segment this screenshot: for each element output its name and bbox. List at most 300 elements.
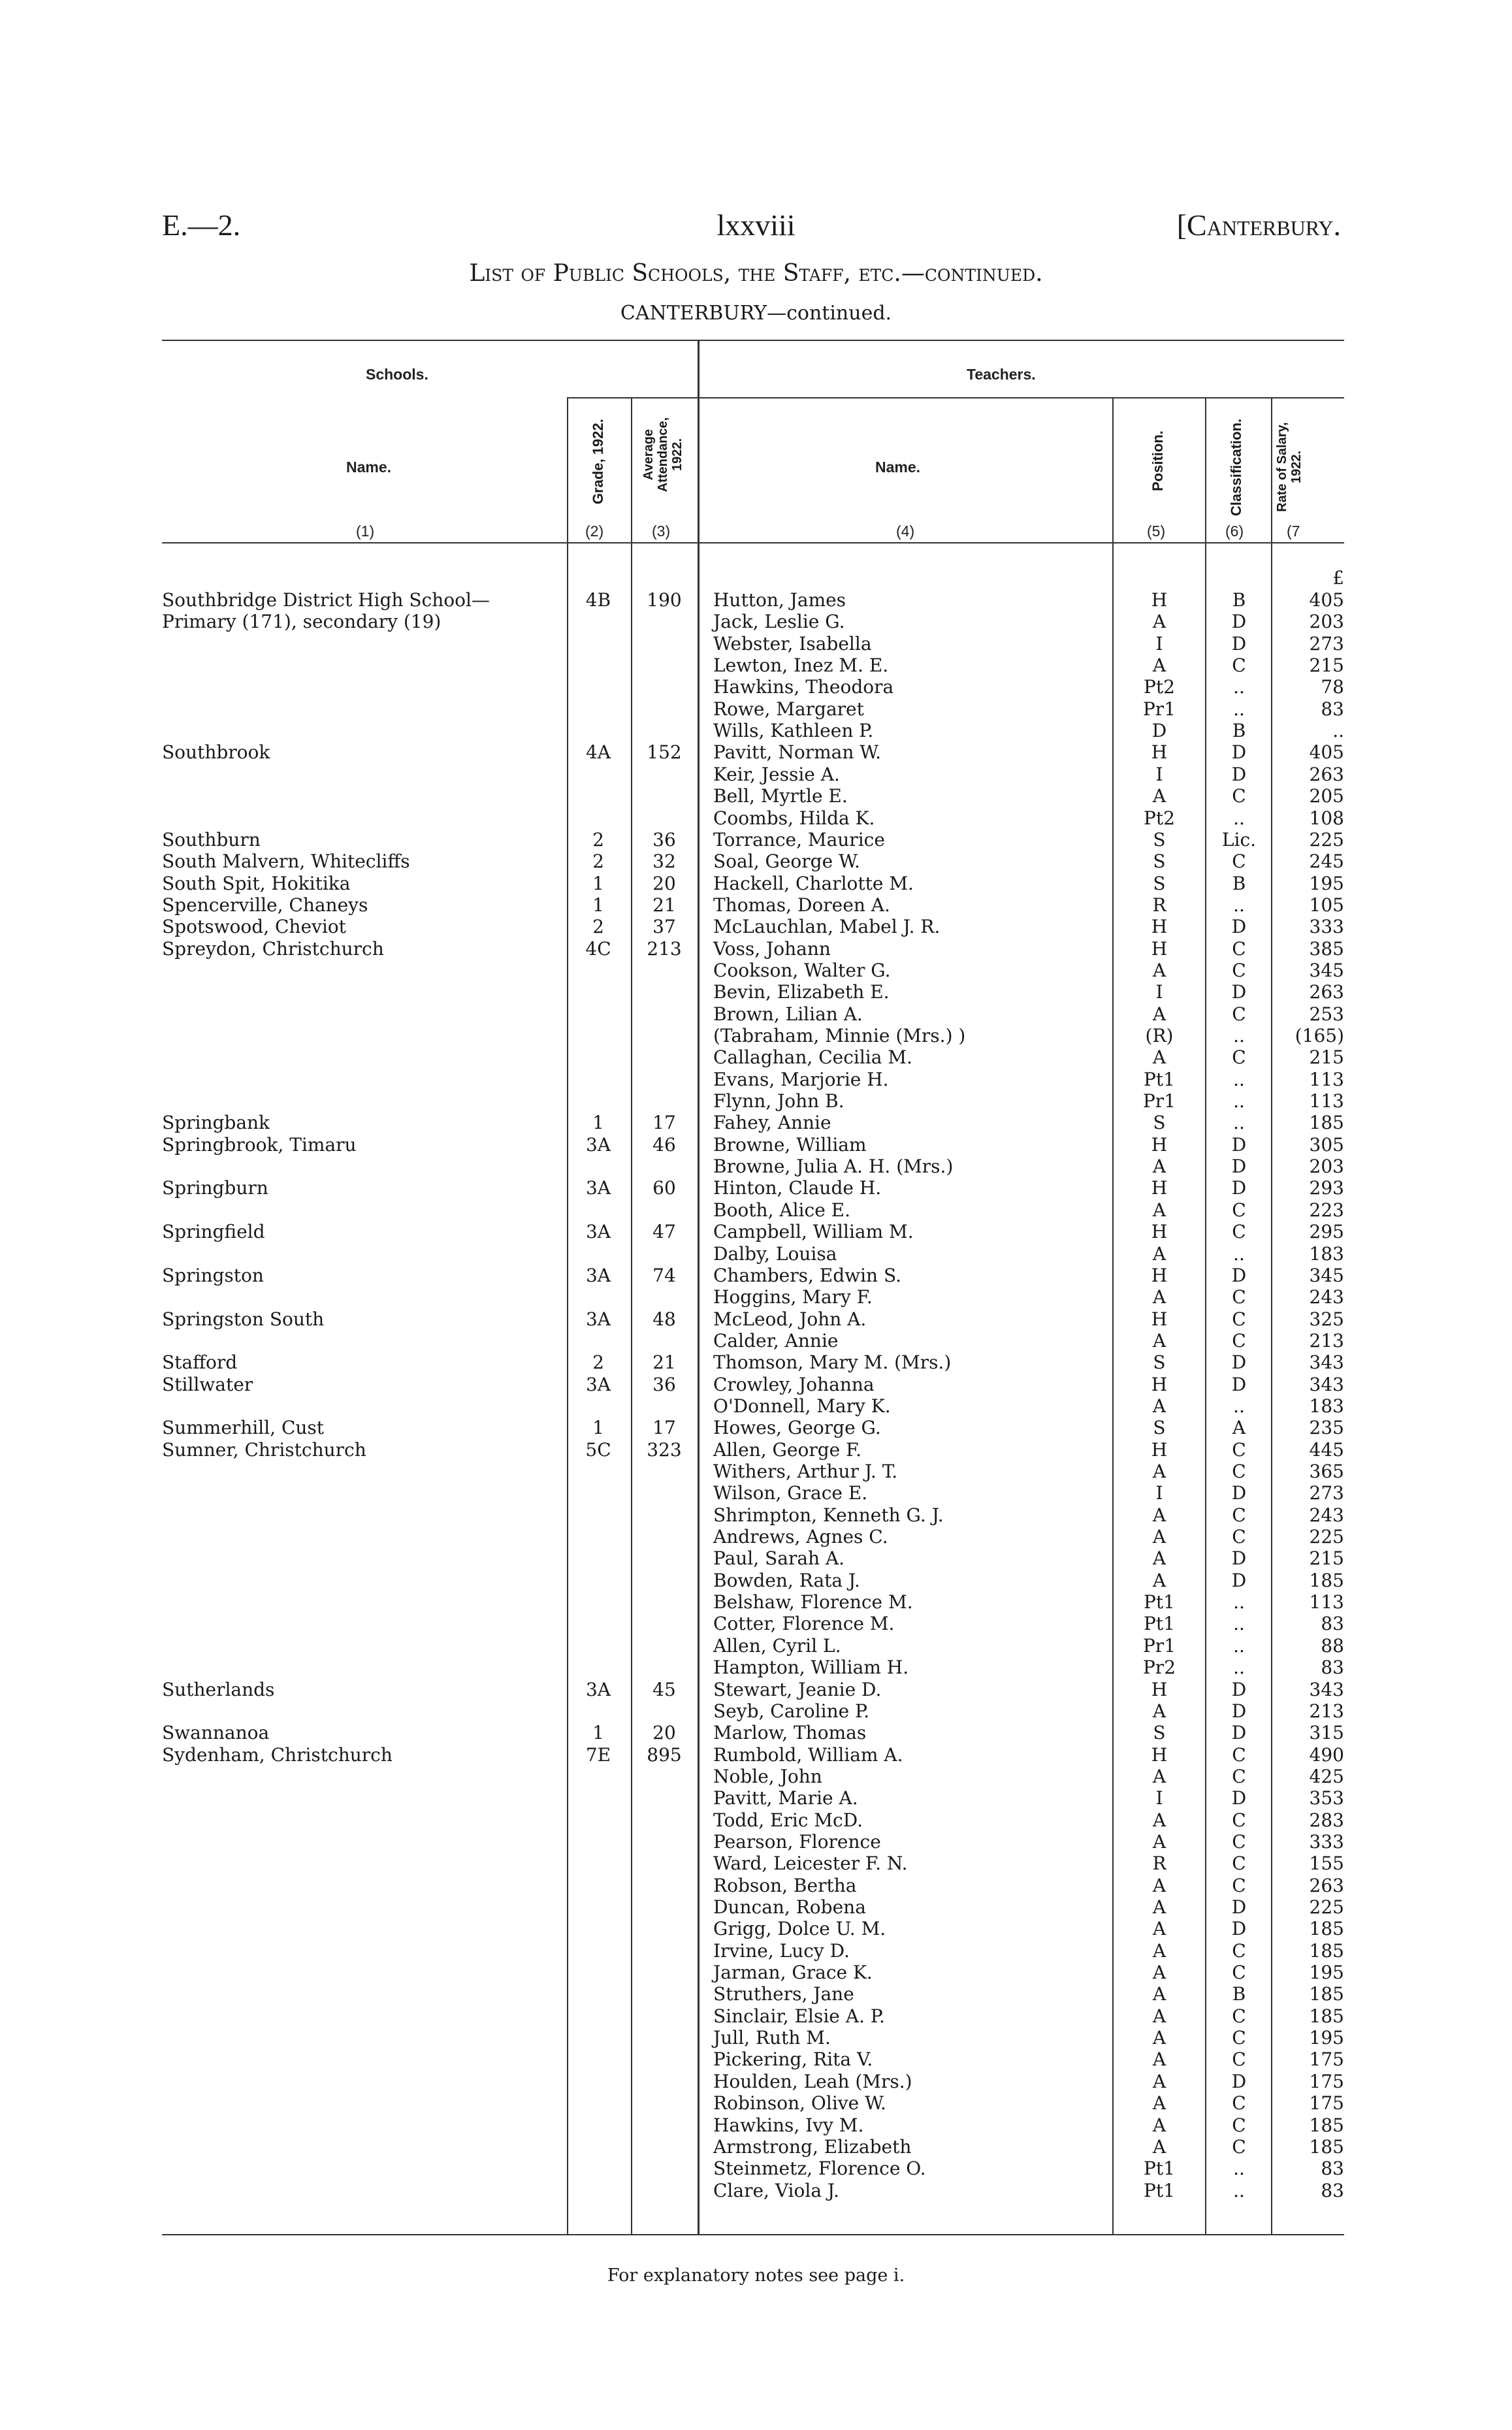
teacher-salary: 345: [1309, 959, 1344, 981]
teacher-name: Armstrong, Elizabeth: [713, 2135, 912, 2158]
teacher-classification: ..: [1233, 2179, 1245, 2201]
teacher-classification: D: [1231, 1569, 1247, 1591]
school-name: Sumner, Christchurch: [162, 1438, 366, 1461]
teacher-position: A: [1152, 2135, 1166, 2158]
teacher-position: A: [1152, 1504, 1166, 1526]
teacher-classification: C: [1232, 2114, 1246, 2136]
teacher-name: Cookson, Walter G.: [713, 959, 891, 981]
teacher-position: Pr1: [1142, 698, 1176, 720]
grade-header: Grade, 1922.: [590, 419, 606, 504]
teacher-salary: 78: [1321, 676, 1344, 698]
teacher-name: Howes, George G.: [713, 1417, 881, 1439]
teacher-classification: D: [1231, 1722, 1247, 1744]
table-row: [0, 2071, 1512, 2093]
teacher-salary: 445: [1309, 1438, 1344, 1461]
teacher-name: Coombs, Hilda K.: [713, 807, 875, 829]
table-row: [0, 1461, 1512, 1483]
table-top-rule: [162, 340, 1344, 341]
table-row: [0, 1787, 1512, 1809]
teacher-name: Hutton, James: [713, 589, 846, 611]
teacher-position: A: [1152, 1569, 1166, 1591]
teachers-group-header: Teachers.: [967, 366, 1036, 383]
teacher-position: A: [1152, 1547, 1166, 1570]
table-row: [0, 2158, 1512, 2180]
teacher-classification: D: [1231, 1700, 1247, 1722]
teacher-classification: D: [1231, 1373, 1247, 1395]
table-row: [0, 2092, 1512, 2114]
teacher-name: Hawkins, Theodora: [713, 676, 894, 698]
teacher-classification: D: [1231, 763, 1247, 785]
school-grade: 1: [592, 1722, 604, 1744]
teacher-name: McLauchlan, Mabel J. R.: [713, 916, 941, 938]
teacher-position: A: [1152, 1156, 1166, 1178]
table-row: [0, 698, 1512, 721]
teacher-name: Booth, Alice E.: [713, 1199, 850, 1221]
teacher-classification: C: [1232, 655, 1246, 677]
schools-group-header: Schools.: [366, 366, 428, 383]
teacher-name: Todd, Eric McD.: [713, 1809, 863, 1831]
table-row: [0, 1853, 1512, 1875]
teacher-name: Keir, Jessie A.: [713, 763, 840, 785]
teacher-classification: C: [1232, 2005, 1246, 2027]
teacher-position: I: [1155, 981, 1163, 1003]
teacher-classification: C: [1232, 1329, 1246, 1352]
school-grade: 3A: [585, 1133, 611, 1156]
teacher-salary: 185: [1309, 1983, 1344, 2005]
table-row: [0, 676, 1512, 698]
teacher-classification: D: [1231, 1177, 1247, 1199]
table-row: [0, 807, 1512, 830]
table-row: [0, 1613, 1512, 1635]
teacher-position: H: [1151, 1743, 1168, 1766]
teacher-name: Seyb, Caroline P.: [713, 1700, 870, 1722]
teacher-classification: C: [1232, 2135, 1246, 2158]
table-row: [0, 1570, 1512, 1592]
teacher-position: A: [1152, 1874, 1166, 1896]
average-attendance: 190: [647, 589, 682, 611]
teacher-classification: C: [1232, 1830, 1246, 1853]
teacher-name: Jarman, Grace K.: [713, 1962, 873, 1984]
table-row: [0, 829, 1512, 851]
teacher-salary: 235: [1309, 1417, 1344, 1439]
teacher-name: Cotter, Florence M.: [713, 1613, 895, 1635]
teacher-classification: ..: [1233, 1068, 1245, 1090]
teacher-salary: 305: [1309, 1133, 1344, 1156]
table-row: [0, 2136, 1512, 2158]
teacher-classification: ..: [1233, 698, 1245, 720]
table-row: [0, 1896, 1512, 1919]
school-grade: 3A: [585, 1264, 611, 1286]
table-row: [0, 1547, 1512, 1570]
teacher-name: Voss, Johann: [713, 937, 831, 960]
teacher-position: H: [1151, 1133, 1168, 1156]
teacher-name: Duncan, Robena: [713, 1896, 866, 1918]
teacher-name: Robinson, Olive W.: [713, 2092, 886, 2114]
teacher-salary: 203: [1309, 1156, 1344, 1178]
teacher-salary: 195: [1309, 2027, 1344, 2049]
teacher-salary: 223: [1309, 1199, 1344, 1221]
table-row: [0, 1352, 1512, 1374]
teacher-salary: 263: [1309, 1874, 1344, 1896]
school-name: Springburn: [162, 1177, 268, 1199]
table-row: [0, 1918, 1512, 1940]
teacher-classification: C: [1232, 1504, 1246, 1526]
table-row: [0, 1983, 1512, 2005]
table-row: [0, 960, 1512, 982]
column-number-1: (1): [356, 523, 375, 540]
teacher-salary: 333: [1309, 916, 1344, 938]
average-attendance: 60: [652, 1177, 676, 1199]
teacher-position: A: [1152, 1765, 1166, 1787]
table-row: [0, 720, 1512, 742]
school-grade: 2: [592, 916, 604, 938]
teacher-name: Lewton, Inez M. E.: [713, 655, 889, 677]
table-row: [0, 1134, 1512, 1156]
average-attendance: 37: [652, 916, 676, 938]
teacher-classification: D: [1231, 1482, 1247, 1504]
teacher-position: A: [1152, 1526, 1166, 1548]
teacher-classification: C: [1232, 1939, 1246, 1962]
teacher-salary: 83: [1321, 1613, 1344, 1635]
teacher-salary: 345: [1309, 1264, 1344, 1286]
teacher-position: Pt2: [1144, 676, 1175, 698]
teacher-classification: C: [1232, 959, 1246, 981]
table-row: [0, 741, 1512, 764]
teacher-salary: 185: [1309, 2114, 1344, 2136]
teacher-salary: 215: [1309, 1547, 1344, 1570]
average-attendance: 895: [647, 1743, 682, 1766]
page-subtitle: CANTERBURY—continued.: [620, 302, 892, 325]
table-row: [0, 1090, 1512, 1112]
teacher-position: Pt1: [1144, 1068, 1175, 1090]
teacher-name: Andrews, Agnes C.: [713, 1526, 888, 1548]
teacher-salary: 185: [1309, 1918, 1344, 1940]
school-name: South Spit, Hokitika: [162, 872, 351, 894]
teacher-position: A: [1152, 1830, 1166, 1853]
teacher-salary: 105: [1309, 894, 1344, 916]
average-attendance: 21: [652, 1352, 676, 1374]
table-row: [0, 938, 1512, 960]
teacher-classification: C: [1232, 1962, 1246, 1984]
teacher-classification: ..: [1233, 1090, 1245, 1112]
column-number-5: (5): [1147, 523, 1166, 540]
school-name: Springston South: [162, 1308, 325, 1330]
teacher-classification: C: [1232, 1809, 1246, 1831]
average-attendance: 152: [647, 741, 682, 764]
teacher-classification: ..: [1233, 1591, 1245, 1613]
salary-header: Rate of Salary, 1922.: [1275, 422, 1304, 512]
teacher-position: A: [1152, 2070, 1166, 2092]
teacher-salary: 295: [1309, 1221, 1344, 1243]
teacher-name: Paul, Sarah A.: [713, 1547, 845, 1570]
teacher-position: I: [1155, 763, 1163, 785]
column-number-2: (2): [585, 523, 604, 540]
teacher-name: Stewart, Jeanie D.: [713, 1678, 882, 1700]
currency-symbol: £: [1332, 567, 1344, 589]
teacher-name: Campbell, William M.: [713, 1221, 914, 1243]
school-grade: 1: [592, 872, 604, 894]
teacher-position: A: [1152, 1983, 1166, 2005]
page-section-code: E.—2.: [162, 208, 241, 242]
teacher-classification: B: [1232, 720, 1246, 742]
teacher-name: Marlow, Thomas: [713, 1722, 867, 1744]
teacher-position: A: [1152, 1395, 1166, 1417]
table-row: [0, 894, 1512, 916]
school-grade: 2: [592, 828, 604, 850]
table-row: [0, 589, 1512, 611]
teacher-name: Bevin, Elizabeth E.: [713, 981, 890, 1003]
average-attendance: 323: [647, 1438, 682, 1461]
attendance-header: Average Attendance, 1922.: [641, 417, 684, 493]
table-row: [0, 2005, 1512, 2028]
teacher-salary: 343: [1309, 1352, 1344, 1374]
teacher-salary: 225: [1309, 828, 1344, 850]
teacher-position: A: [1152, 1896, 1166, 1918]
teacher-salary: 195: [1309, 872, 1344, 894]
teacher-salary: 203: [1309, 611, 1344, 633]
school-name: Swannanoa: [162, 1722, 270, 1744]
school-name: Spotswood, Cheviot: [162, 916, 346, 938]
table-row: [0, 1243, 1512, 1265]
table-row: [0, 1722, 1512, 1744]
table-row: [0, 873, 1512, 895]
footer-note: For explanatory notes see page i.: [607, 2265, 905, 2286]
teacher-salary: 353: [1309, 1787, 1344, 1809]
teacher-classification: D: [1231, 1787, 1247, 1809]
table-row: [0, 1069, 1512, 1091]
teacher-name: Fahey, Annie: [713, 1112, 831, 1134]
teacher-position: A: [1152, 959, 1166, 981]
teacher-position: H: [1151, 1438, 1168, 1461]
teacher-name: Houlden, Leah (Mrs.): [713, 2070, 912, 2092]
teacher-name: Allen, Cyril L.: [713, 1634, 841, 1657]
teacher-classification: B: [1232, 589, 1246, 611]
teacher-name: Steinmetz, Florence O.: [713, 2158, 926, 2180]
teacher-classification: ..: [1233, 1634, 1245, 1657]
teacher-name: Evans, Marjorie H.: [713, 1068, 889, 1090]
table-row: [0, 2114, 1512, 2137]
subheader-rule: [567, 397, 1344, 398]
table-row: [0, 1962, 1512, 1984]
teacher-classification: C: [1232, 2027, 1246, 2049]
table-row: [0, 1221, 1512, 1243]
school-grade: 7E: [585, 1743, 611, 1766]
teacher-salary: 83: [1321, 1657, 1344, 1679]
teacher-classification: D: [1231, 611, 1247, 633]
teacher-salary: 185: [1309, 2135, 1344, 2158]
table-row: [0, 1330, 1512, 1352]
teacher-salary: 195: [1309, 1962, 1344, 1984]
teacher-position: A: [1152, 2005, 1166, 2027]
teacher-name: Pavitt, Marie A.: [713, 1787, 858, 1809]
teacher-position: A: [1152, 2027, 1166, 2049]
teacher-salary: 213: [1309, 1700, 1344, 1722]
school-name: South Malvern, Whitecliffs: [162, 850, 410, 873]
teacher-salary: 273: [1309, 632, 1344, 655]
teacher-classification: D: [1231, 1896, 1247, 1918]
teacher-salary: 215: [1309, 1046, 1344, 1069]
teacher-position: A: [1152, 1199, 1166, 1221]
teacher-salary: 183: [1309, 1395, 1344, 1417]
table-bottom-rule: [162, 2234, 1344, 2235]
teacher-classification: ..: [1233, 1395, 1245, 1417]
teacher-name: Rumbold, William A.: [713, 1743, 903, 1766]
teacher-classification: B: [1232, 1983, 1246, 2005]
school-grade: 4A: [585, 741, 611, 764]
table-row: [0, 1439, 1512, 1461]
teacher-classification: D: [1231, 1678, 1247, 1700]
school-grade: 4C: [585, 937, 611, 960]
school-name: Primary (171), secondary (19): [162, 611, 442, 633]
teacher-salary: 243: [1309, 1504, 1344, 1526]
table-row: [0, 1875, 1512, 1897]
table-row: [0, 1744, 1512, 1766]
teacher-name: Dalby, Louisa: [713, 1242, 837, 1265]
teacher-name: Withers, Arthur J. T.: [713, 1461, 898, 1482]
average-attendance: 47: [652, 1221, 676, 1243]
teacher-position: S: [1153, 872, 1166, 894]
teacher-name: Soal, George W.: [713, 850, 860, 873]
teacher-position: S: [1153, 850, 1166, 873]
teacher-name: Wills, Kathleen P.: [713, 720, 874, 742]
average-attendance: 36: [652, 828, 676, 850]
teacher-classification: C: [1232, 1853, 1246, 1875]
teacher-classification: D: [1231, 1352, 1247, 1374]
teacher-position: H: [1151, 1373, 1168, 1395]
teacher-classification: C: [1232, 1199, 1246, 1221]
school-grade: 2: [592, 850, 604, 873]
teacher-position: A: [1152, 785, 1166, 807]
teacher-salary: 283: [1309, 1809, 1344, 1831]
teacher-salary: 185: [1309, 1569, 1344, 1591]
teacher-salary: 175: [1309, 2092, 1344, 2114]
teacher-classification: ..: [1233, 1242, 1245, 1265]
table-row: [0, 1679, 1512, 1701]
teacher-name: Struthers, Jane: [713, 1983, 854, 2005]
school-name: Spreydon, Christchurch: [162, 937, 384, 960]
teacher-name: Brown, Lilian A.: [713, 1003, 863, 1025]
teacher-salary: 213: [1309, 1329, 1344, 1352]
teacher-classification: C: [1232, 850, 1246, 873]
school-name: Springbrook, Timaru: [162, 1133, 357, 1156]
teacher-position: A: [1152, 1700, 1166, 1722]
teacher-position: A: [1152, 611, 1166, 633]
table-row: [0, 2180, 1512, 2202]
teacher-position: S: [1153, 828, 1166, 850]
teacher-name: Callaghan, Cecilia M.: [713, 1046, 912, 1069]
teacher-position: A: [1152, 2092, 1166, 2114]
school-name: Stillwater: [162, 1373, 253, 1395]
school-name: Spencerville, Chaneys: [162, 894, 368, 916]
teacher-name: Grigg, Dolce U. M.: [713, 1918, 886, 1940]
teacher-name-header: Name.: [875, 459, 921, 476]
teacher-salary: 205: [1309, 785, 1344, 807]
teacher-classification: ..: [1233, 1613, 1245, 1635]
teacher-name: Browne, William: [713, 1133, 867, 1156]
teacher-position: A: [1152, 655, 1166, 677]
teacher-classification: B: [1232, 872, 1246, 894]
teacher-salary: 263: [1309, 763, 1344, 785]
school-name: Stafford: [162, 1352, 238, 1374]
school-name: Southburn: [162, 828, 261, 850]
teacher-classification: C: [1232, 1461, 1246, 1482]
teacher-classification: ..: [1233, 2158, 1245, 2180]
teacher-classification: D: [1231, 1264, 1247, 1286]
teacher-name: O'Donnell, Mary K.: [713, 1395, 891, 1417]
teacher-salary: 385: [1309, 937, 1344, 960]
teacher-position: Pt1: [1144, 1613, 1175, 1635]
school-name: Southbrook: [162, 741, 270, 764]
teacher-salary: 263: [1309, 981, 1344, 1003]
school-grade: 2: [592, 1352, 604, 1374]
teacher-name: Thomson, Mary M. (Mrs.): [713, 1352, 952, 1374]
table-row: [0, 1046, 1512, 1069]
teacher-name: Bell, Myrtle E.: [713, 785, 848, 807]
teacher-position: A: [1152, 1242, 1166, 1265]
table-row: [0, 1156, 1512, 1178]
school-grade: 4B: [585, 589, 611, 611]
teacher-classification: D: [1231, 2070, 1247, 2092]
table-row: [0, 1482, 1512, 1504]
teacher-name: McLeod, John A.: [713, 1308, 867, 1330]
teacher-salary: 83: [1321, 2179, 1344, 2201]
teacher-position: R: [1152, 894, 1166, 916]
teacher-salary: 113: [1309, 1068, 1344, 1090]
teacher-salary: 88: [1321, 1634, 1344, 1657]
table-row: [0, 1177, 1512, 1199]
teacher-classification: C: [1232, 1286, 1246, 1308]
teacher-salary: 490: [1309, 1743, 1344, 1766]
teacher-position: H: [1151, 1308, 1168, 1330]
teacher-position: A: [1152, 1939, 1166, 1962]
position-header: Position.: [1150, 430, 1166, 491]
average-attendance: 213: [647, 937, 682, 960]
school-grade: 3A: [585, 1373, 611, 1395]
teacher-salary: 343: [1309, 1373, 1344, 1395]
school-grade: 1: [592, 894, 604, 916]
teacher-position: I: [1155, 1787, 1163, 1809]
table-row: [0, 1374, 1512, 1396]
teacher-salary: 315: [1309, 1722, 1344, 1744]
teacher-name: Rowe, Margaret: [713, 698, 864, 720]
teacher-salary: 245: [1309, 850, 1344, 873]
teacher-position: A: [1152, 1918, 1166, 1940]
average-attendance: 17: [652, 1112, 676, 1134]
teacher-classification: C: [1232, 1046, 1246, 1069]
teacher-position: H: [1151, 1221, 1168, 1243]
teacher-salary: 175: [1309, 2049, 1344, 2071]
school-name: Springfield: [162, 1221, 265, 1243]
teacher-name: Hampton, William H.: [713, 1657, 909, 1679]
teacher-salary: 113: [1309, 1090, 1344, 1112]
table-row: [0, 1199, 1512, 1222]
teacher-name: Robson, Bertha: [713, 1874, 857, 1896]
teacher-name: Calder, Annie: [713, 1329, 839, 1352]
table-row: [0, 1831, 1512, 1853]
table-row: [0, 1504, 1512, 1527]
teacher-salary: 225: [1309, 1896, 1344, 1918]
teacher-position: Pr2: [1142, 1657, 1176, 1679]
teacher-classification: D: [1231, 741, 1247, 764]
table-row: [0, 916, 1512, 938]
column-number-6: (6): [1225, 523, 1244, 540]
teacher-position: Pt1: [1144, 2179, 1175, 2201]
school-name: Sutherlands: [162, 1678, 275, 1700]
teacher-position: H: [1151, 589, 1168, 611]
teacher-name: Pavitt, Norman W.: [713, 741, 882, 764]
teacher-position: Pt2: [1144, 807, 1175, 829]
teacher-salary: 253: [1309, 1003, 1344, 1025]
